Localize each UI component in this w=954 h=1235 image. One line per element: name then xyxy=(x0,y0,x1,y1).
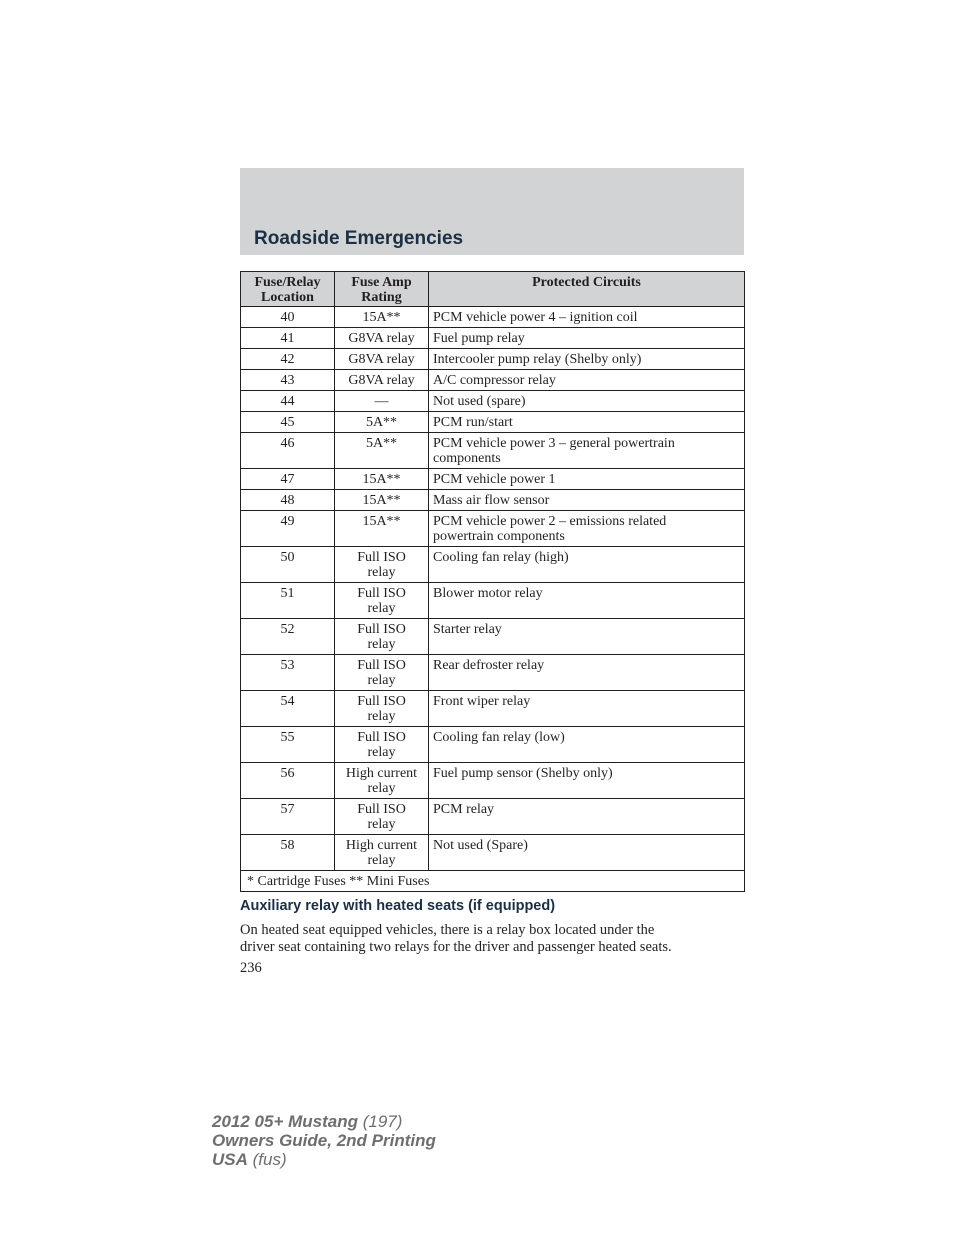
cell-location: 51 xyxy=(241,583,335,619)
cell-circuit: Intercooler pump relay (Shelby only) xyxy=(429,349,745,370)
table-row xyxy=(241,583,745,619)
page-number: 236 xyxy=(240,960,262,976)
cell-circuit: Mass air flow sensor xyxy=(429,490,745,511)
cell-rating: G8VA relay xyxy=(335,328,429,349)
cell-location: 56 xyxy=(241,763,335,799)
cell-circuit: PCM vehicle power 1 xyxy=(429,469,745,490)
cell-circuit: Rear defroster relay xyxy=(429,655,745,691)
table-row xyxy=(241,763,745,799)
cell-circuit: PCM vehicle power 3 – general powertrain components xyxy=(429,433,745,469)
cell-rating: Full ISO relay xyxy=(335,727,429,763)
cell-circuit: PCM vehicle power 4 – ignition coil xyxy=(429,307,745,328)
table-row xyxy=(241,655,745,691)
cell-rating: High current relay xyxy=(335,763,429,799)
cell-rating: 5A** xyxy=(335,433,429,469)
cell-location: 41 xyxy=(241,328,335,349)
cell-circuit: Starter relay xyxy=(429,619,745,655)
cell-circuit: PCM run/start xyxy=(429,412,745,433)
cell-rating: Full ISO relay xyxy=(335,583,429,619)
footer-line-2: Owners Guide, 2nd Printing xyxy=(212,1131,436,1150)
cell-rating: — xyxy=(335,391,429,412)
table-row xyxy=(241,799,745,835)
table-row xyxy=(241,370,745,391)
table-row xyxy=(241,835,745,871)
cell-rating: 5A** xyxy=(335,412,429,433)
cell-circuit: PCM vehicle power 2 – emissions related powertrain components xyxy=(429,511,745,547)
table-row xyxy=(241,691,745,727)
table-row xyxy=(241,433,745,469)
cell-circuit: PCM relay xyxy=(429,799,745,835)
cell-circuit: Not used (spare) xyxy=(429,391,745,412)
table-row xyxy=(241,349,745,370)
cell-rating: High current relay xyxy=(335,835,429,871)
cell-location: 47 xyxy=(241,469,335,490)
table-row xyxy=(241,307,745,328)
cell-location: 40 xyxy=(241,307,335,328)
fuse-table xyxy=(240,271,745,892)
table-footnote-row xyxy=(241,871,745,892)
cell-location: 42 xyxy=(241,349,335,370)
cell-rating: 15A** xyxy=(335,490,429,511)
cell-location: 49 xyxy=(241,511,335,547)
section-header-band xyxy=(240,168,744,255)
auxiliary-body: On heated seat equipped vehicles, there is a relay box located under the driver seat containing two relays for the driver and passenger heated seats. xyxy=(240,922,672,955)
cell-circuit: Cooling fan relay (high) xyxy=(429,547,745,583)
cell-location: 46 xyxy=(241,433,335,469)
cell-rating: 15A** xyxy=(335,511,429,547)
table-row xyxy=(241,412,745,433)
cell-location: 52 xyxy=(241,619,335,655)
auxiliary-heading: Auxiliary relay with heated seats (if equipped) xyxy=(240,898,556,914)
cell-rating: Full ISO relay xyxy=(335,547,429,583)
cell-location: 57 xyxy=(241,799,335,835)
header-location: Fuse/Relay Location xyxy=(241,272,335,307)
table-row xyxy=(241,391,745,412)
cell-location: 55 xyxy=(241,727,335,763)
header-rating: Fuse Amp Rating xyxy=(335,272,429,307)
table-row xyxy=(241,619,745,655)
table-row xyxy=(241,490,745,511)
footer-line-1: 2012 05+ Mustang (197) xyxy=(212,1112,403,1131)
cell-rating: Full ISO relay xyxy=(335,799,429,835)
cell-location: 50 xyxy=(241,547,335,583)
cell-location: 44 xyxy=(241,391,335,412)
cell-rating: G8VA relay xyxy=(335,370,429,391)
table-row xyxy=(241,511,745,547)
cell-rating: Full ISO relay xyxy=(335,655,429,691)
cell-rating: 15A** xyxy=(335,469,429,490)
table-row xyxy=(241,328,745,349)
cell-rating: Full ISO relay xyxy=(335,691,429,727)
table-row xyxy=(241,547,745,583)
cell-rating: G8VA relay xyxy=(335,349,429,370)
fuse-table-body xyxy=(241,307,745,871)
cell-location: 43 xyxy=(241,370,335,391)
cell-location: 58 xyxy=(241,835,335,871)
cell-circuit: Front wiper relay xyxy=(429,691,745,727)
table-header-row xyxy=(241,272,745,307)
print-footer xyxy=(212,1112,436,1169)
cell-location: 48 xyxy=(241,490,335,511)
cell-rating: 15A** xyxy=(335,307,429,328)
cell-rating: Full ISO relay xyxy=(335,619,429,655)
table-row xyxy=(241,469,745,490)
table-row xyxy=(241,727,745,763)
cell-circuit: Fuel pump sensor (Shelby only) xyxy=(429,763,745,799)
cell-circuit: A/C compressor relay xyxy=(429,370,745,391)
cell-circuit: Fuel pump relay xyxy=(429,328,745,349)
header-circuits: Protected Circuits xyxy=(429,272,745,307)
cell-circuit: Not used (Spare) xyxy=(429,835,745,871)
cell-location: 54 xyxy=(241,691,335,727)
table-footnote: * Cartridge Fuses ** Mini Fuses xyxy=(241,871,745,892)
cell-location: 45 xyxy=(241,412,335,433)
cell-circuit: Cooling fan relay (low) xyxy=(429,727,745,763)
cell-location: 53 xyxy=(241,655,335,691)
section-title: Roadside Emergencies xyxy=(254,228,464,249)
footer-line-3: USA (fus) xyxy=(212,1150,287,1169)
cell-circuit: Blower motor relay xyxy=(429,583,745,619)
